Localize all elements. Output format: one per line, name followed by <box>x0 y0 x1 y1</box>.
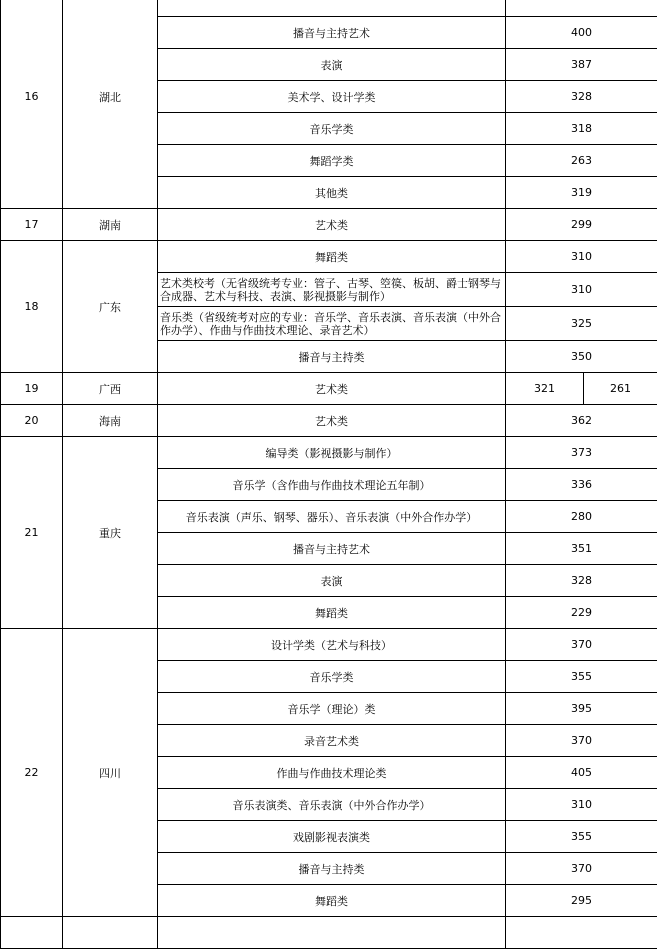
category-cell: 艺术类 <box>158 405 506 437</box>
score-cell: 328 <box>506 81 657 113</box>
category-cell: 其他类 <box>158 177 506 209</box>
row-number: 21 <box>1 437 63 629</box>
score-cell: 295 <box>506 885 657 917</box>
score-cell: 400 <box>506 17 657 49</box>
score-cell: 350 <box>506 341 657 373</box>
score-cell: 318 <box>506 113 657 145</box>
score-cell: 351 <box>506 533 657 565</box>
row-number: 18 <box>1 241 63 373</box>
row-number: 16 <box>1 0 63 209</box>
category-cell: 舞蹈学类 <box>158 145 506 177</box>
category-cell: 音乐学（含作曲与作曲技术理论五年制） <box>158 469 506 501</box>
row-number: 20 <box>1 405 63 437</box>
score-cell: 310 <box>506 273 657 307</box>
score-cell: 370 <box>506 853 657 885</box>
score-cell: 328 <box>506 565 657 597</box>
category-cell: 录音艺术类 <box>158 725 506 757</box>
score-cell: 355 <box>506 661 657 693</box>
category-cell: 舞蹈类 <box>158 885 506 917</box>
category-cell: 音乐表演类、音乐表演（中外合作办学） <box>158 789 506 821</box>
score-cell-a: 321 <box>506 373 584 405</box>
table-row <box>1 0 657 17</box>
score-cell: 310 <box>506 241 657 273</box>
category-cell: 播音与主持艺术 <box>158 533 506 565</box>
score-cell: 370 <box>506 725 657 757</box>
score-cell: 319 <box>506 177 657 209</box>
category-cell: 艺术类 <box>158 209 506 241</box>
province-name <box>63 917 158 949</box>
score-cell: 263 <box>506 145 657 177</box>
table-row <box>1 241 657 273</box>
table-row <box>1 917 657 949</box>
category-cell: 戏剧影视表演类 <box>158 821 506 853</box>
row-number <box>1 917 63 949</box>
score-cell: 355 <box>506 821 657 853</box>
category-cell: 舞蹈类 <box>158 241 506 273</box>
row-number: 17 <box>1 209 63 241</box>
province-name: 广东 <box>63 241 158 373</box>
score-cell: 395 <box>506 693 657 725</box>
province-name: 海南 <box>63 405 158 437</box>
category-cell <box>158 917 506 949</box>
category-cell: 播音与主持类 <box>158 341 506 373</box>
score-cell: 299 <box>506 209 657 241</box>
table-row <box>1 437 657 469</box>
score-cell: 280 <box>506 501 657 533</box>
category-cell: 表演 <box>158 565 506 597</box>
score-cell: 362 <box>506 405 657 437</box>
category-cell: 作曲与作曲技术理论类 <box>158 757 506 789</box>
province-name: 四川 <box>63 629 158 917</box>
row-number: 19 <box>1 373 63 405</box>
score-cell: 370 <box>506 629 657 661</box>
score-cell: 336 <box>506 469 657 501</box>
province-name: 重庆 <box>63 437 158 629</box>
category-cell: 音乐类（省级统考对应的专业：音乐学、音乐表演、音乐表演（中外合作办学）、作曲与作曲技术理论、录音艺术） <box>158 307 506 341</box>
table-row <box>1 209 657 241</box>
category-cell: 舞蹈类 <box>158 597 506 629</box>
province-name: 广西 <box>63 373 158 405</box>
score-cell <box>506 0 657 17</box>
score-cell: 373 <box>506 437 657 469</box>
category-cell: 美术学、设计学类 <box>158 81 506 113</box>
score-cell <box>506 917 657 949</box>
score-cell: 325 <box>506 307 657 341</box>
score-cell: 387 <box>506 49 657 81</box>
score-cell: 229 <box>506 597 657 629</box>
category-cell: 音乐学类 <box>158 661 506 693</box>
category-cell: 音乐学（理论）类 <box>158 693 506 725</box>
row-number: 22 <box>1 629 63 917</box>
category-cell: 播音与主持类 <box>158 853 506 885</box>
category-cell: 艺术类 <box>158 373 506 405</box>
category-cell: 音乐表演（声乐、钢琴、器乐）、音乐表演（中外合作办学） <box>158 501 506 533</box>
score-cell: 310 <box>506 789 657 821</box>
table-row <box>1 629 657 661</box>
score-cell-b: 261 <box>584 373 657 405</box>
category-cell: 设计学类（艺术与科技） <box>158 629 506 661</box>
table-row <box>1 405 657 437</box>
category-cell <box>158 0 506 17</box>
province-name: 湖南 <box>63 209 158 241</box>
category-cell: 播音与主持艺术 <box>158 17 506 49</box>
table-row <box>1 373 657 405</box>
category-cell: 艺术类校考（无省级统考专业：管子、古琴、箜篌、板胡、爵士钢琴与合成器、艺术与科技、表演、影视摄影与制作） <box>158 273 506 307</box>
province-name: 湖北 <box>63 0 158 209</box>
category-cell: 编导类（影视摄影与制作） <box>158 437 506 469</box>
category-cell: 音乐学类 <box>158 113 506 145</box>
score-cell: 405 <box>506 757 657 789</box>
category-cell: 表演 <box>158 49 506 81</box>
